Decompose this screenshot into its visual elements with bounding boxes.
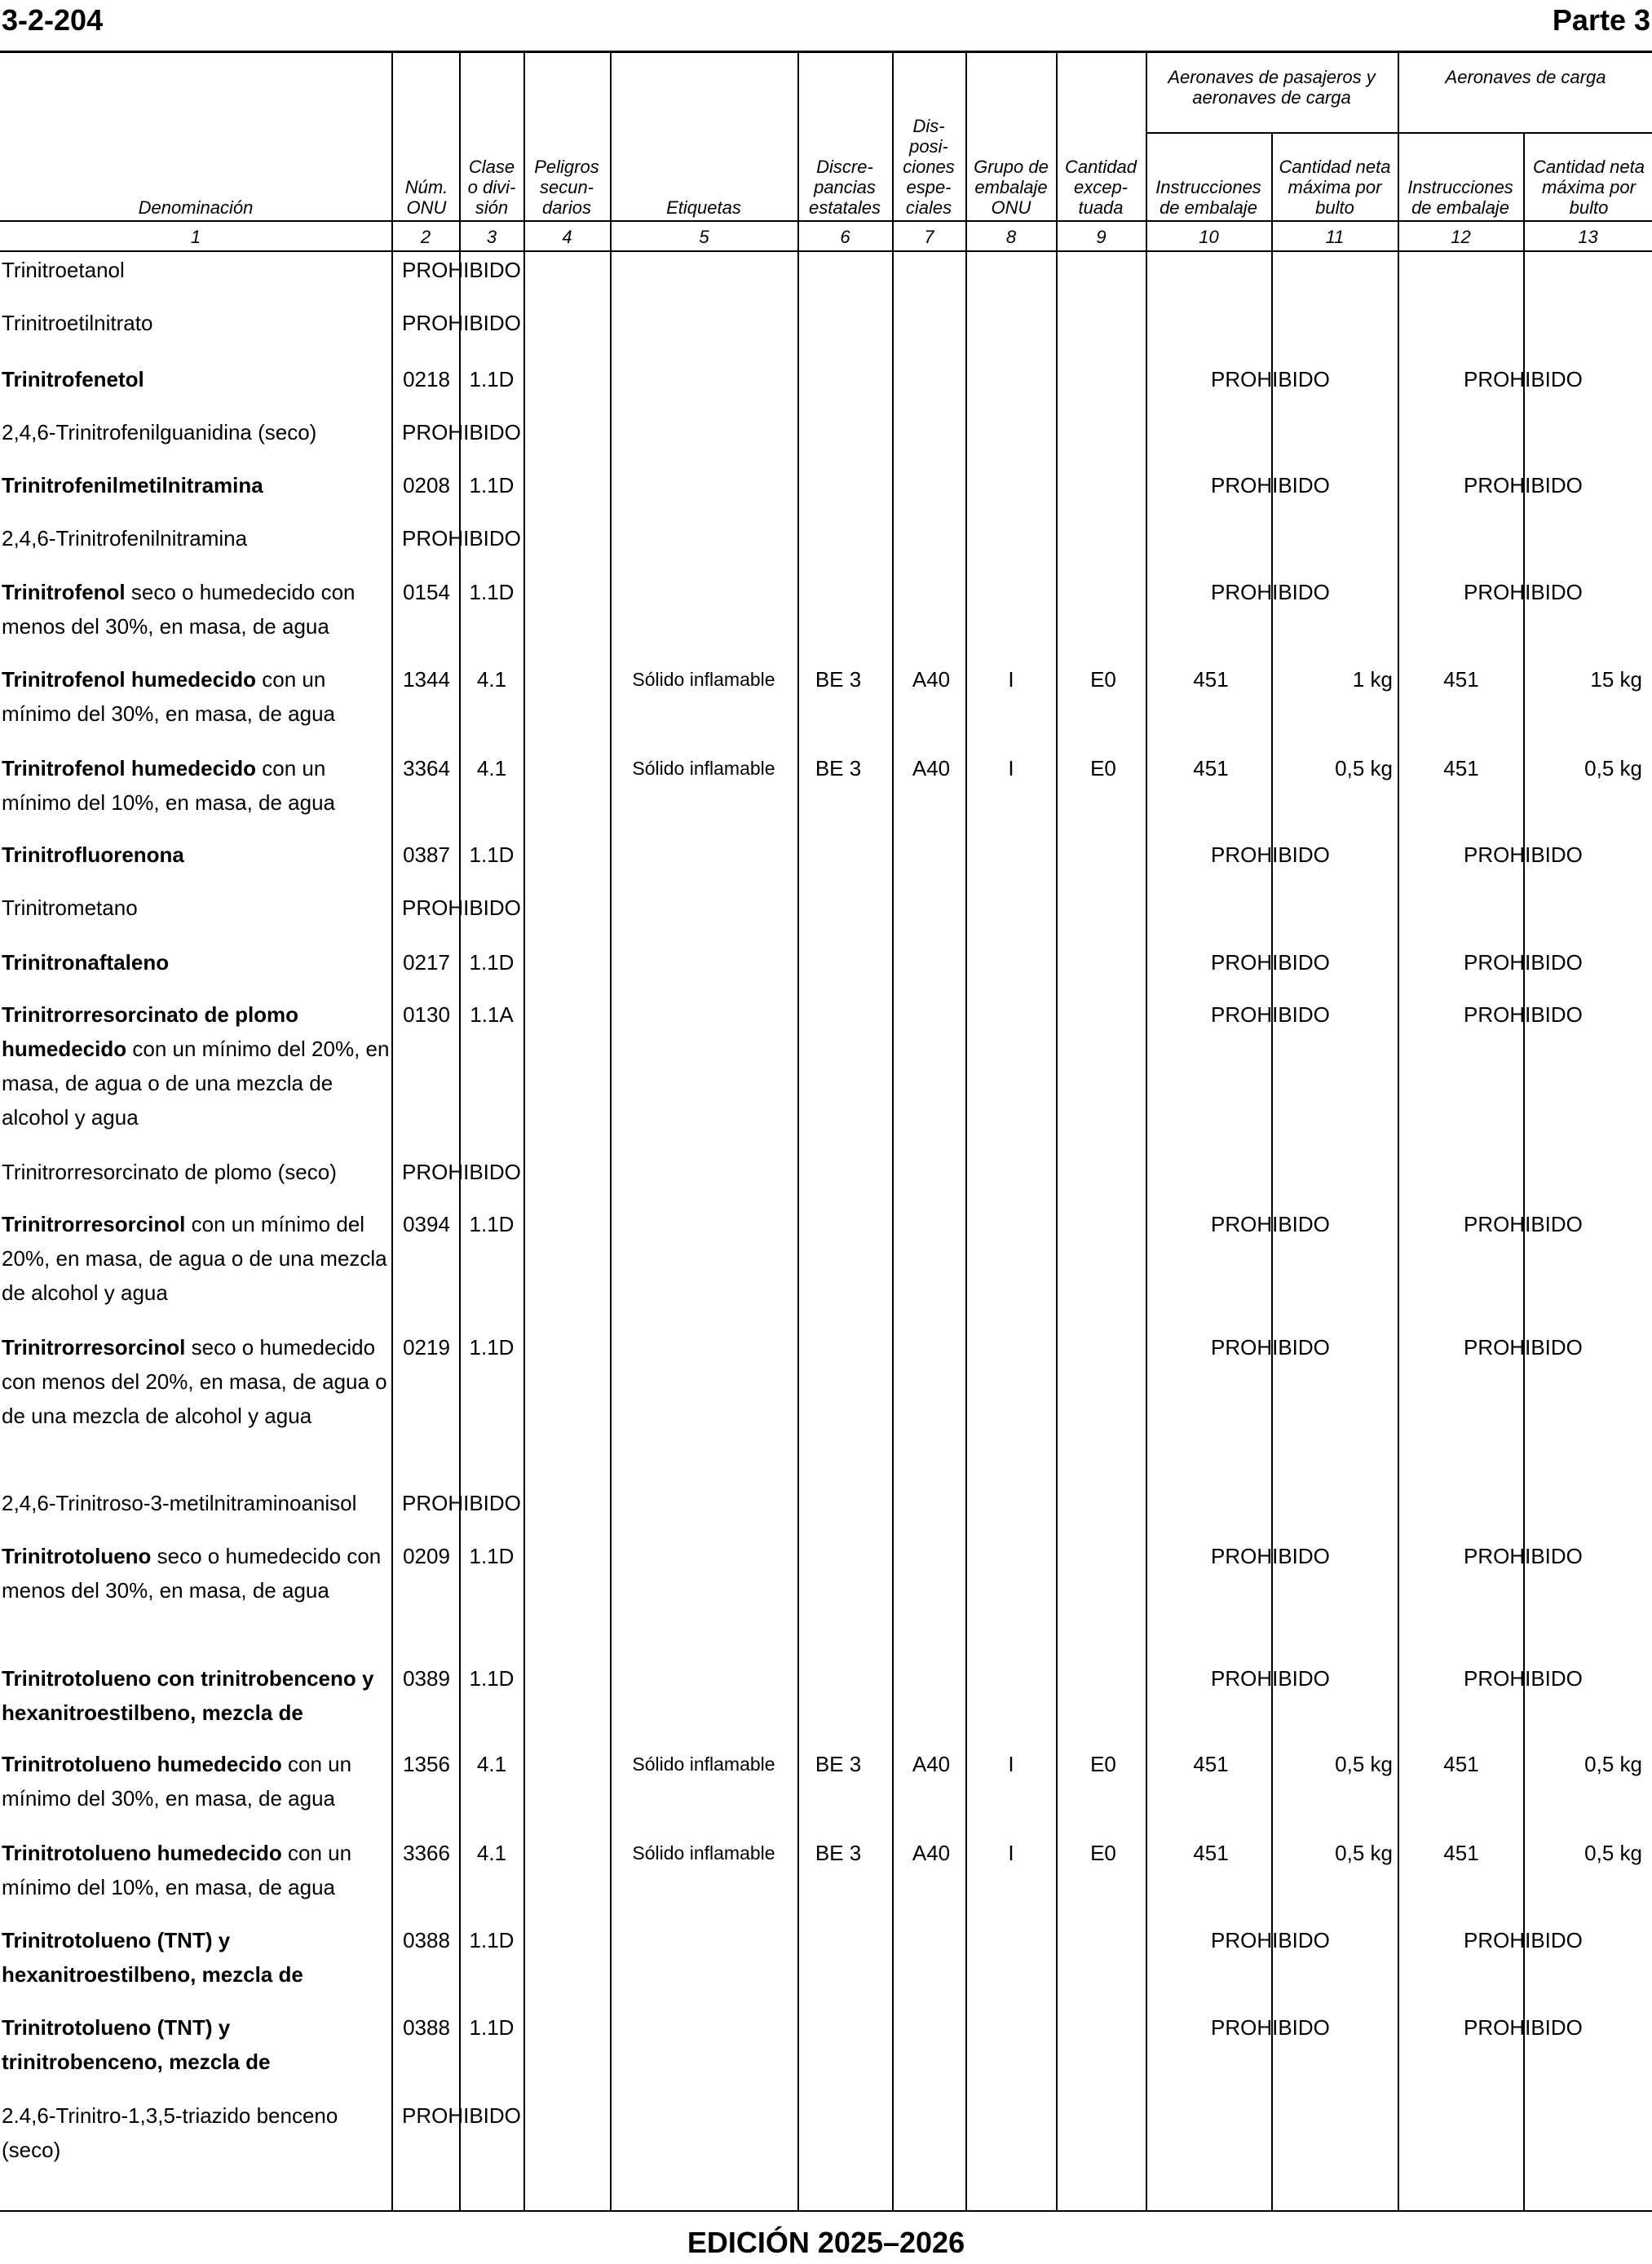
entry-name: Trinitrorresorcinato de plomo humedecido con un mínimo del 20%, en masa, de agua o de una mezcla de alcohol y agua (2, 1002, 390, 1130)
excepted-quantity: E0 (1090, 667, 1116, 692)
column-divider (1146, 53, 1147, 2210)
group-header-cargo: Aeronaves de carga (1445, 67, 1606, 87)
un-number: 0388 (403, 1928, 450, 1952)
entry-name: 2,4,6-Trinitrofenilguanidina (seco) (2, 420, 317, 444)
prohibited-cargo: PROHIBIDO (1464, 1544, 1583, 1568)
un-number: 0389 (403, 1666, 450, 1691)
prohibited-passenger: PROHIBIDO (1211, 1928, 1330, 1952)
column-divider (1271, 133, 1273, 2210)
column-number: 13 (1578, 227, 1598, 247)
pax-max-quantity: 1 kg (1352, 667, 1393, 692)
cargo-packing-instruction: 451 (1443, 1841, 1479, 1865)
un-number: 1356 (403, 1752, 450, 1776)
group-header-rule (1146, 132, 1652, 134)
entry-name: Trinitronaftaleno (2, 950, 170, 975)
special-provision: A40 (912, 1752, 951, 1776)
page-number: 3-2-204 (2, 3, 104, 37)
cargo-packing-instruction: 451 (1443, 756, 1479, 780)
column-divider (391, 53, 393, 2210)
class-division: 1.1D (469, 950, 515, 975)
prohibited-cargo: PROHIBIDO (1464, 1002, 1583, 1027)
entry-name: Trinitrotolueno humedecido con un mínimo del 30%, en masa, de agua (2, 1752, 352, 1811)
column-header-excepted-quantity: Cantidad excep- tuada (1064, 157, 1137, 218)
un-number: 0219 (403, 1335, 450, 1360)
column-number: 12 (1451, 227, 1471, 247)
column-header-cargo-max-quantity: Cantidad neta máxima por bulto (1533, 157, 1645, 218)
column-number: 6 (840, 227, 850, 247)
entry-name: Trinitrotolueno (TNT) y hexanitroestilbeno, mezcla de (2, 1928, 303, 1987)
column-header-pax-packing-instructions: Instrucciones de embalaje (1155, 177, 1261, 218)
entry-name: Trinitrofenetol (2, 367, 144, 391)
column-divider (523, 53, 525, 2210)
un-number: 0387 (403, 842, 450, 867)
prohibited-text: PROHIBIDO (402, 1160, 521, 1184)
cargo-packing-instruction: 451 (1443, 1752, 1479, 1776)
entry-name: 2.4,6-Trinitro-1,3,5-triazido benceno (seco) (2, 2103, 338, 2162)
pax-max-quantity: 0,5 kg (1335, 1841, 1393, 1865)
column-divider (1398, 53, 1399, 2210)
column-number: 7 (924, 227, 934, 247)
entry-name: Trinitrorresorcinol con un mínimo del 20%, en masa, de agua o de una mezcla de alcohol y agua (2, 1212, 387, 1305)
un-number: 1344 (403, 667, 450, 692)
column-header-special-provisions: Dis- posi- ciones espe- ciales (903, 116, 955, 218)
hazard-label: Sólido inflamable (632, 669, 775, 690)
prohibited-passenger: PROHIBIDO (1211, 1335, 1330, 1360)
prohibited-cargo: PROHIBIDO (1464, 950, 1583, 975)
pax-packing-instruction: 451 (1193, 1841, 1229, 1865)
prohibited-cargo: PROHIBIDO (1464, 1335, 1583, 1360)
entry-name: Trinitrofenilmetilnitramina (2, 473, 263, 497)
special-provision: A40 (912, 667, 951, 692)
pax-max-quantity: 0,5 kg (1335, 1752, 1393, 1776)
prohibited-text: PROHIBIDO (402, 895, 521, 920)
packing-group: I (1008, 1841, 1014, 1865)
column-divider (965, 53, 967, 2210)
class-division: 1.1D (469, 1666, 515, 1691)
column-divider (1523, 133, 1525, 2210)
entry-name: Trinitrotolueno seco o humedecido con menos del 30%, en masa, de agua (2, 1544, 382, 1603)
column-divider (892, 53, 894, 2210)
cargo-packing-instruction: 451 (1443, 667, 1479, 692)
class-division: 4.1 (476, 1752, 507, 1776)
column-header-packing-group: Grupo de embalaje ONU (974, 157, 1049, 218)
class-division: 4.1 (476, 667, 507, 692)
class-division: 1.1D (469, 842, 515, 867)
packing-group: I (1008, 756, 1014, 780)
column-header-state-variations: Discre- pancias estatales (808, 157, 881, 218)
column-divider (797, 53, 799, 2210)
prohibited-passenger: PROHIBIDO (1211, 367, 1330, 391)
header-rule (0, 220, 1652, 222)
column-divider (459, 53, 461, 2210)
state-variation: BE 3 (815, 1841, 862, 1865)
entry-name: Trinitrometano (2, 895, 138, 920)
state-variation: BE 3 (815, 1752, 862, 1776)
entry-name: Trinitrotolueno humedecido con un mínimo del 10%, en masa, de agua (2, 1841, 352, 1899)
class-division: 1.1A (470, 1002, 514, 1027)
column-divider (610, 53, 612, 2210)
pax-packing-instruction: 451 (1193, 756, 1229, 780)
column-header-pax-max-quantity: Cantidad neta máxima por bulto (1279, 157, 1391, 218)
class-division: 1.1D (469, 1544, 515, 1568)
pax-packing-instruction: 451 (1193, 667, 1229, 692)
un-number: 0154 (403, 580, 450, 604)
packing-group: I (1008, 1752, 1014, 1776)
hazard-label: Sólido inflamable (632, 1753, 775, 1775)
un-number: 0217 (403, 950, 450, 975)
un-number: 0209 (403, 1544, 450, 1568)
entry-name: Trinitrofenol seco o humedecido con menos del 30%, en masa, de agua (2, 580, 356, 639)
group-header-passenger: Aeronaves de pasajeros y aeronaves de carga (1168, 67, 1376, 108)
prohibited-cargo: PROHIBIDO (1464, 580, 1583, 604)
un-number: 0218 (403, 367, 450, 391)
prohibited-passenger: PROHIBIDO (1211, 1544, 1330, 1568)
un-number: 0394 (403, 1212, 450, 1236)
entry-name: Trinitrofluorenona (2, 842, 184, 867)
prohibited-text: PROHIBIDO (402, 1491, 521, 1515)
prohibited-cargo: PROHIBIDO (1464, 1928, 1583, 1952)
column-header-labels: Etiquetas (666, 197, 741, 218)
cargo-max-quantity: 0,5 kg (1584, 1752, 1642, 1776)
un-number: 3364 (403, 756, 450, 780)
prohibited-passenger: PROHIBIDO (1211, 1212, 1330, 1236)
class-division: 1.1D (469, 1928, 515, 1952)
pax-max-quantity: 0,5 kg (1335, 756, 1393, 780)
prohibited-text: PROHIBIDO (402, 311, 521, 335)
column-number: 10 (1199, 227, 1219, 247)
prohibited-passenger: PROHIBIDO (1211, 473, 1330, 497)
un-number: 0388 (403, 2015, 450, 2040)
prohibited-cargo: PROHIBIDO (1464, 367, 1583, 391)
column-header-name: Denominación (138, 197, 254, 218)
column-number: 11 (1325, 227, 1345, 247)
class-division: 4.1 (476, 1841, 507, 1865)
column-number: 2 (420, 227, 431, 247)
prohibited-text: PROHIBIDO (402, 258, 521, 282)
edition-footer: EDICIÓN 2025–2026 (687, 2226, 965, 2259)
class-division: 1.1D (469, 1212, 515, 1236)
column-number: 4 (562, 227, 572, 247)
special-provision: A40 (912, 1841, 951, 1865)
entry-name: 2,4,6-Trinitrofenilnitramina (2, 526, 248, 551)
cargo-max-quantity: 0,5 kg (1584, 756, 1642, 780)
entry-name: 2,4,6-Trinitroso-3-metilnitraminoanisol (2, 1491, 357, 1515)
column-divider (1056, 53, 1058, 2210)
hazard-label: Sólido inflamable (632, 1842, 775, 1864)
prohibited-cargo: PROHIBIDO (1464, 1666, 1583, 1691)
column-number: 5 (699, 227, 709, 247)
prohibited-passenger: PROHIBIDO (1211, 2015, 1330, 2040)
column-number: 9 (1096, 227, 1106, 247)
prohibited-text: PROHIBIDO (402, 526, 521, 551)
prohibited-text: PROHIBIDO (402, 420, 521, 444)
hazard-label: Sólido inflamable (632, 758, 775, 779)
entry-name: Trinitroetilnitrato (2, 311, 153, 335)
entry-name: Trinitroetanol (2, 258, 125, 282)
prohibited-passenger: PROHIBIDO (1211, 580, 1330, 604)
entry-name: Trinitrotolueno (TNT) y trinitrobenceno, mezcla de (2, 2015, 271, 2074)
bottom-rule (0, 2210, 1652, 2212)
prohibited-passenger: PROHIBIDO (1211, 1666, 1330, 1691)
excepted-quantity: E0 (1090, 756, 1116, 780)
prohibited-passenger: PROHIBIDO (1211, 950, 1330, 975)
un-number: 0130 (403, 1002, 450, 1027)
column-header-un: Núm. ONU (404, 177, 448, 218)
entry-name: Trinitrorresorcinato de plomo (seco) (2, 1160, 337, 1184)
state-variation: BE 3 (815, 756, 862, 780)
state-variation: BE 3 (815, 667, 862, 692)
prohibited-passenger: PROHIBIDO (1211, 842, 1330, 867)
prohibited-text: PROHIBIDO (402, 2103, 521, 2128)
prohibited-passenger: PROHIBIDO (1211, 1002, 1330, 1027)
column-header-cargo-packing-instructions: Instrucciones de embalaje (1407, 177, 1513, 218)
prohibited-cargo: PROHIBIDO (1464, 842, 1583, 867)
column-number: 8 (1005, 227, 1017, 247)
class-division: 1.1D (469, 473, 515, 497)
column-header-class: Clase o divi- sión (467, 157, 516, 218)
prohibited-cargo: PROHIBIDO (1464, 473, 1583, 497)
part-label: Parte 3 (1552, 3, 1650, 37)
column-number: 1 (190, 227, 201, 247)
column-number-rule (0, 250, 1652, 252)
class-division: 4.1 (476, 756, 507, 780)
entry-name: Trinitrorresorcinol seco o humedecido con menos del 20%, en masa, de agua o de una mezcla de alcohol y agua (2, 1335, 387, 1428)
entry-name: Trinitrofenol humedecido con un mínimo del 30%, en masa, de agua (2, 667, 336, 726)
un-number: 0208 (403, 473, 450, 497)
top-rule (0, 51, 1652, 53)
pax-packing-instruction: 451 (1193, 1752, 1229, 1776)
entry-name: Trinitrotolueno con trinitrobenceno y hexanitroestilbeno, mezcla de (2, 1666, 374, 1725)
cargo-max-quantity: 15 kg (1590, 667, 1642, 692)
column-number: 3 (486, 227, 497, 247)
packing-group: I (1008, 667, 1014, 692)
entry-name: Trinitrofenol humedecido con un mínimo del 10%, en masa, de agua (2, 756, 336, 815)
class-division: 1.1D (469, 1335, 515, 1360)
excepted-quantity: E0 (1090, 1752, 1116, 1776)
cargo-max-quantity: 0,5 kg (1584, 1841, 1642, 1865)
column-header-subsidiary-hazards: Peligros secun- darios (534, 157, 599, 218)
un-number: 3366 (403, 1841, 450, 1865)
class-division: 1.1D (469, 580, 515, 604)
special-provision: A40 (912, 756, 951, 780)
class-division: 1.1D (469, 367, 515, 391)
class-division: 1.1D (469, 2015, 515, 2040)
excepted-quantity: E0 (1090, 1841, 1116, 1865)
prohibited-cargo: PROHIBIDO (1464, 2015, 1583, 2040)
prohibited-cargo: PROHIBIDO (1464, 1212, 1583, 1236)
